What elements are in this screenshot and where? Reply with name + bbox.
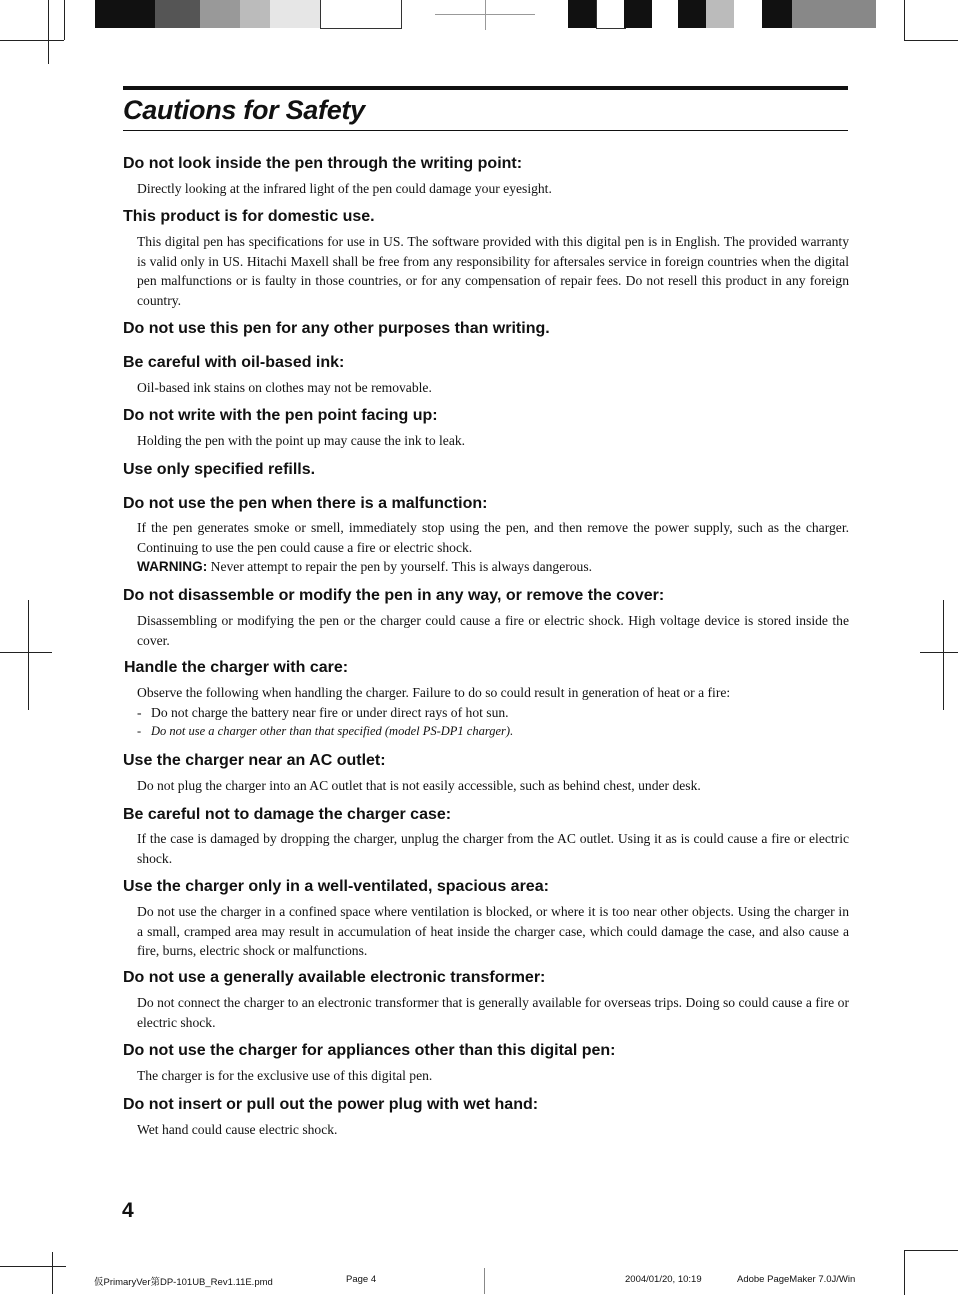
- section-heading: Do not look inside the pen through the writing point:: [123, 155, 523, 172]
- crop-mark: [0, 652, 52, 653]
- section-body: Directly looking at the infrared light of the pen could damage your eyesight.: [137, 181, 552, 196]
- section-body: Do not plug the charger into an AC outlet that is not easily accessible, such as behind chest, under desk.: [137, 778, 701, 793]
- footer-app: Adobe PageMaker 7.0J/Win: [737, 1274, 856, 1285]
- section-body: Holding the pen with the point up may cause the ink to leak.: [137, 433, 466, 448]
- footer-filename: 仮PrimaryVer第DP-101UB_Rev1.11E.pmd: [94, 1277, 273, 1288]
- section-heading: Do not disassemble or modify the pen in any way, or remove the cover:: [123, 587, 665, 604]
- section-heading: Handle the charger with care:: [124, 659, 349, 676]
- section-heading: Do not write with the pen point facing up:: [123, 407, 438, 424]
- section-body: If the case is damaged by dropping the charger, unplug the charger from the AC outlet. Using it as is could cause a fire or electric shock.: [137, 831, 849, 866]
- crop-mark: [0, 1266, 66, 1267]
- section-body: Wet hand could cause electric shock.: [137, 1122, 338, 1137]
- section-heading: Do not use a generally available electronic transformer:: [123, 969, 546, 986]
- list-item: - Do not charge the battery near fire or under direct rays of hot sun.: [137, 705, 509, 720]
- section-body: Oil-based ink stains on clothes may not be removable.: [137, 380, 432, 395]
- list-item: - Do not use a charger other than that specified (model PS-DP1 charger).: [137, 724, 514, 738]
- warning-line: [137, 557, 849, 577]
- crop-mark: [28, 600, 29, 710]
- registration-mark: [484, 1268, 485, 1294]
- section-heading: Use only specified refills.: [123, 461, 316, 478]
- section-body: Disassembling or modifying the pen or the charger could cause a fire or electric shock. High voltage device is stored inside the cover.: [137, 613, 849, 648]
- section-heading: Do not insert or pull out the power plug with wet hand:: [123, 1096, 539, 1113]
- title-rule-top: [123, 86, 848, 90]
- section-heading: Use the charger only in a well-ventilated, spacious area:: [123, 878, 549, 895]
- section-heading: This product is for domestic use.: [123, 208, 375, 225]
- section-body: Observe the following when handling the charger. Failure to do so could result in generation of heat or a fire:: [137, 685, 731, 700]
- page-number: 4: [122, 1199, 134, 1222]
- section-body: If the pen generates smoke or smell, immediately stop using the pen, and then remove the power supply, such as the charger. Continuing to use the pen could cause a fire or electric shock.: [137, 520, 849, 555]
- section-body: The charger is for the exclusive use of this digital pen.: [137, 1068, 433, 1083]
- section-body: This digital pen has specifications for use in US. The software provided with this digital pen is in English. The provided warranty is valid only in US. Hitachi Maxell shall be free from any responsibility for aftersales service in foreign countries when the digital pen malfunctions or is faulty in those countries, or for any compensation of repair fees. Do not resell this product in any foreign country.: [137, 234, 849, 308]
- crop-mark: [48, 0, 49, 64]
- section-heading: Use the charger near an AC outlet:: [123, 752, 386, 769]
- crop-mark: [920, 652, 958, 653]
- section-heading: Do not use the charger for appliances other than this digital pen:: [123, 1042, 616, 1059]
- crop-mark: [52, 1252, 53, 1294]
- section-body: Do not use the charger in a confined space where ventilation is blocked, or where it is too near other objects. Using the charger in a small, cramped area may result in accumulation of heat inside the charger case, which could damage the case, and also cause a fire, burns, electric shock or malfunctions.: [137, 904, 849, 958]
- crop-mark: [0, 40, 64, 41]
- section-heading: Do not use this pen for any other purposes than writing.: [123, 320, 550, 337]
- crop-mark: [904, 40, 958, 41]
- warning-text: Never attempt to repair the pen by yourself. This is always dangerous.: [210, 559, 593, 574]
- section-body: Do not connect the charger to an electronic transformer that is generally available for overseas trips. Doing so could cause a fire or electric shock.: [137, 995, 849, 1030]
- section-heading: Be careful not to damage the charger case:: [123, 806, 452, 823]
- footer-page: Page 4: [346, 1274, 377, 1285]
- crop-mark: [904, 1250, 958, 1295]
- crop-mark: [64, 0, 65, 40]
- section-heading: Do not use the pen when there is a malfunction:: [123, 495, 488, 512]
- crop-mark: [943, 600, 944, 710]
- page-title: Cautions for Safety: [123, 95, 365, 125]
- warning-label: WARNING:: [137, 559, 208, 574]
- section-heading: Be careful with oil-based ink:: [123, 354, 345, 371]
- title-rule-bottom: [123, 130, 848, 131]
- footer-date: 2004/01/20, 10:19: [625, 1274, 702, 1285]
- crop-mark: [904, 0, 905, 40]
